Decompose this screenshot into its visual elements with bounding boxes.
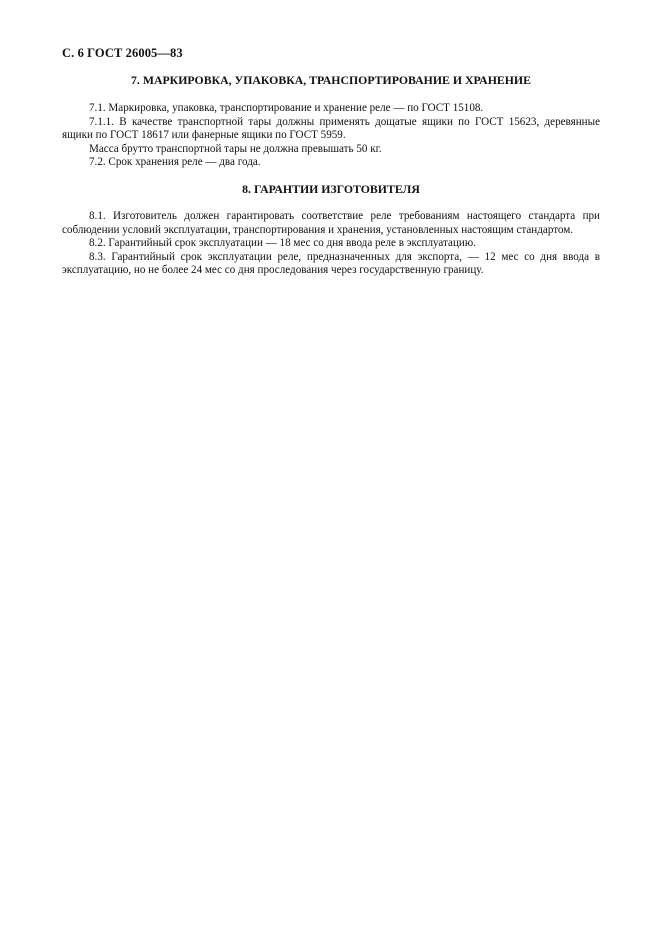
paragraph-8-3: 8.3. Гарантийный срок эксплуатации реле, предназначенных для экспорта, — 12 мес со дня ввода в эксплуатацию, но не более 24 мес со дня проследования через государственную границу. (62, 250, 600, 277)
paragraph-7-2: 7.2. Срок хранения реле — два года. (89, 156, 261, 169)
section-marking-packaging (62, 73, 600, 170)
section-title: 7. МАРКИРОВКА, УПАКОВКА, ТРАНСПОРТИРОВАНИЕ И ХРАНЕНИЕ (131, 73, 531, 87)
page-header: С. 6 ГОСТ 26005—83 (62, 46, 183, 60)
section-title: 8. ГАРАНТИИ ИЗГОТОВИТЕЛЯ (242, 181, 420, 196)
paragraph-7-1: 7.1. Маркировка, упаковка, транспортирование и хранение реле — по ГОСТ 15108. (89, 102, 484, 114)
paragraph-7-1-1: 7.1.1. В качестве транспортной тары должны применять дощатые ящики по ГОСТ 15623, деревянные ящики по ГОСТ 18617 или фанерные ящики по ГОСТ 5959. (62, 115, 600, 142)
section-manufacturer-warranty (62, 182, 600, 278)
paragraph-8-2: 8.2. Гарантийный срок эксплуатации — 18 мес со дня ввода реле в эксплуатацию. (89, 237, 476, 250)
paragraph-gross-mass: Масса брутто транспортной тары не должна превышать 50 кг. (89, 142, 382, 155)
paragraph-8-1: 8.1. Изготовитель должен гарантировать соответствие реле требованиям настоящего стандарта при соблюдении условий эксплуатации, транспортирования и хранения, установленных настоящим стандартом. (62, 209, 600, 236)
document-body (62, 73, 600, 278)
